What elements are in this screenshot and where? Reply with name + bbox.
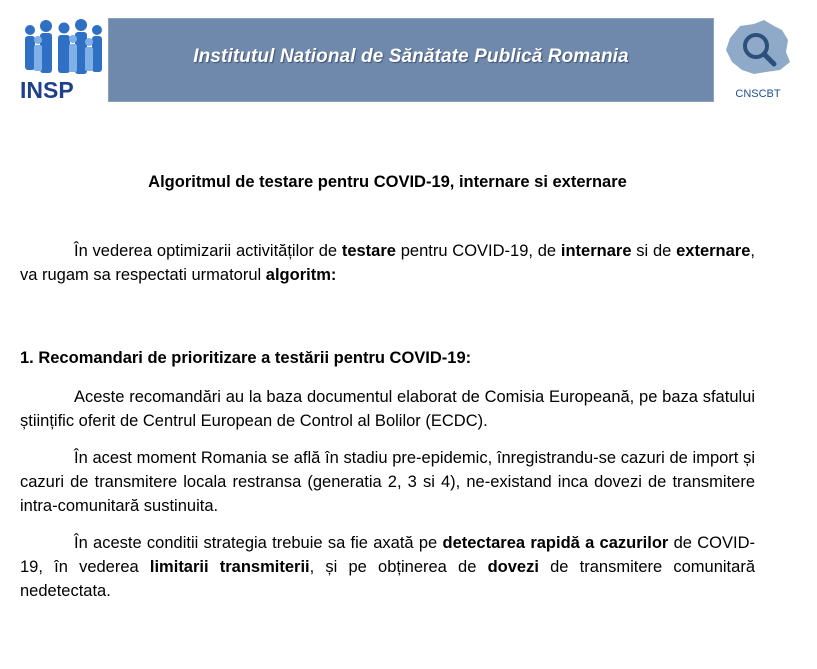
- para3-text-2: de COVID-19, în vederea: [20, 534, 755, 576]
- cnscbt-logo: [716, 16, 800, 104]
- paragraph-2: În acest moment Romania se află în stadiu pre-epidemic, înregistrandu-se cazuri de import și cazuri de transmitere locala restransa (generatia 2, 3 si 4), ne-existand inca dovezi de transmitere intra-comunitară sustinuita.: [20, 449, 755, 515]
- para3-bold-dovezi: dovezi: [487, 558, 539, 576]
- romania-map-magnifier-icon: [716, 16, 800, 88]
- intro-bold-testare: testare: [341, 242, 396, 260]
- svg-text:INSP: INSP: [20, 77, 74, 102]
- section-1-heading: 1. Recomandari de prioritizare a testării pentru COVID-19:: [20, 349, 472, 367]
- para3-bold-limitarii: limitarii transmiterii: [149, 558, 310, 576]
- para3-bold-detectarea: detectarea rapidă a cazurilor: [442, 534, 669, 552]
- paragraph-1: Aceste recomandări au la baza documentul elaborat de Comisia Europeană, pe baza sfatului științific oferit de Centrul European de Control al Bolilor (ECDC).: [20, 388, 755, 430]
- intro-bold-algoritm: algoritm:: [265, 266, 337, 284]
- intro-text-1: În vederea optimizarii activităților de: [74, 242, 342, 260]
- intro-bold-externare: externare: [676, 242, 751, 260]
- document-title: Algoritmul de testare pentru COVID-19, internare si externare: [148, 173, 627, 191]
- intro-text-4: , va rugam sa respectati urmatorul: [20, 242, 755, 284]
- paragraph-3: [20, 531, 755, 603]
- cnscbt-label: CNSCBT: [735, 88, 781, 100]
- para3-text-3: , și pe obținerea de: [309, 558, 488, 576]
- intro-paragraph: [20, 239, 755, 287]
- para3-text-1: În aceste conditii strategia trebuie sa fie axată pe: [74, 534, 443, 552]
- intro-bold-internare: internare: [560, 242, 632, 260]
- para3-text-4: de transmitere comunitară nedetectata.: [20, 558, 755, 600]
- banner: [108, 18, 714, 102]
- document-header: [16, 16, 800, 104]
- insp-logo: [16, 18, 108, 102]
- intro-text-3: si de: [631, 242, 677, 260]
- institute-title: Institutul National de Sănătate Publică Romania: [193, 46, 629, 67]
- intro-text-2: pentru COVID-19, de: [395, 242, 561, 260]
- document-body: [20, 170, 755, 603]
